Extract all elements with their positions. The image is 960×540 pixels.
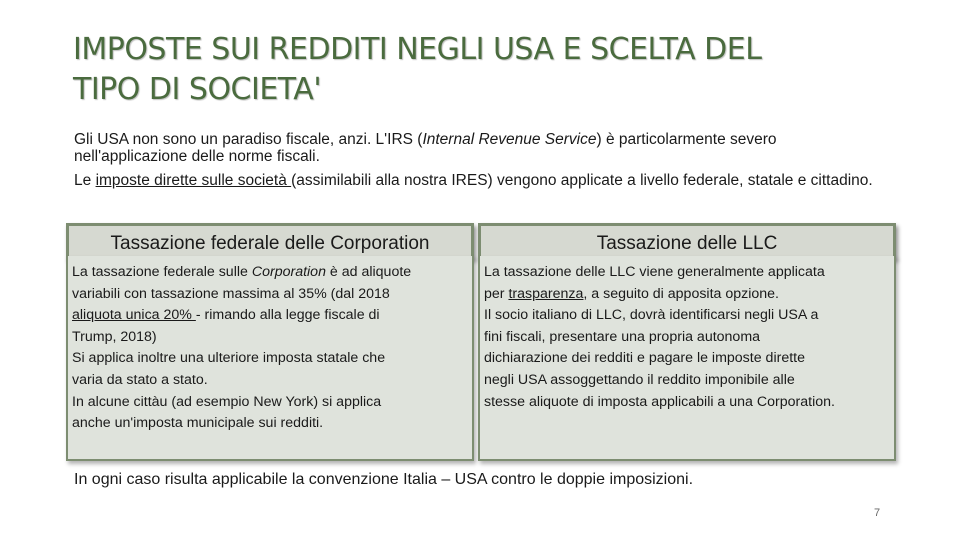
corporation-box-heading: Tassazione federale delle Corporation xyxy=(66,223,474,259)
llc-line-2b: a seguito di apposita opzione. xyxy=(587,285,779,302)
intro-p1-italic: Internal Revenue Service xyxy=(422,131,597,148)
corporation-line-7: In alcune cittàu (ad esempio New York) si applica xyxy=(72,393,382,410)
slide-title-line-1: IMPOSTE SUI REDDITI NEGLI USA E SCELTA DEL xyxy=(73,32,762,67)
intro-paragraph-1 xyxy=(74,131,886,165)
corporation-line-3-underlined: aliquota unica 20% xyxy=(72,307,196,324)
llc-line-2a: per xyxy=(484,285,509,302)
page-number: 7 xyxy=(874,507,881,519)
corporation-line-3 xyxy=(72,305,468,327)
intro-text xyxy=(74,131,886,196)
corporation-line-6: varia da stato a stato. xyxy=(72,371,208,388)
intro-p1-start: Gli USA non sono un paradiso fiscale, anzi. L'IRS ( xyxy=(74,131,423,148)
intro-p2-underlined: imposte dirette sulle società xyxy=(95,172,292,189)
corporation-line-4: Trump, 2018) xyxy=(72,328,157,345)
llc-line-2 xyxy=(484,284,890,306)
slide-title xyxy=(73,30,893,110)
intro-p1-end: ) è particolarmente severo nell'applicazione delle norme fiscali. xyxy=(74,131,777,165)
corporation-line-1b: è ad aliquote xyxy=(325,264,412,280)
llc-line-4: fini fiscali, presentare una propria autonoma xyxy=(484,328,761,345)
corporation-line-8: anche un'imposta municipale sui redditi. xyxy=(72,415,324,432)
llc-box-heading: Tassazione delle LLC xyxy=(478,223,896,259)
llc-line-2-underlined: trasparenza, xyxy=(508,285,588,302)
corporation-box-body xyxy=(66,256,474,461)
intro-p2-end: (assimilabili alla nostra IRES) vengono applicate a livello federale, statale e cittadino. xyxy=(291,172,873,189)
llc-line-7: stesse aliquote di imposta applicabili a una Corporation. xyxy=(484,393,835,410)
conclusion-text: In ogni caso risulta applicabile la convenzione Italia – USA contro le doppie imposizioni. xyxy=(74,471,694,488)
intro-p2-start: Le xyxy=(74,172,96,189)
llc-line-3: Il socio italiano di LLC, dovrà identificarsi negli USA a xyxy=(484,307,819,324)
corporation-line-1 xyxy=(72,262,468,284)
corporation-line-5: Si applica inoltre una ulteriore imposta statale che xyxy=(72,350,386,367)
corporation-line-2: variabili con tassazione massima al 35% (dal 2018 xyxy=(72,285,390,302)
llc-line-5: dichiarazione dei redditi e pagare le imposte dirette xyxy=(484,350,805,367)
llc-box-body xyxy=(478,256,896,461)
slide-title-line-2: TIPO DI SOCIETA' xyxy=(73,72,322,107)
llc-line-1: La tassazione delle LLC viene generalmente applicata xyxy=(484,264,825,280)
llc-line-6: negli USA assoggettando il reddito imponibile alle xyxy=(484,371,795,388)
corporation-line-1a: La tassazione federale sulle xyxy=(72,264,252,280)
intro-paragraph-2 xyxy=(74,172,886,189)
corporation-line-3b: - rimando alla legge fiscale di xyxy=(195,307,380,324)
corporation-line-1-italic: Corporation xyxy=(251,264,326,280)
